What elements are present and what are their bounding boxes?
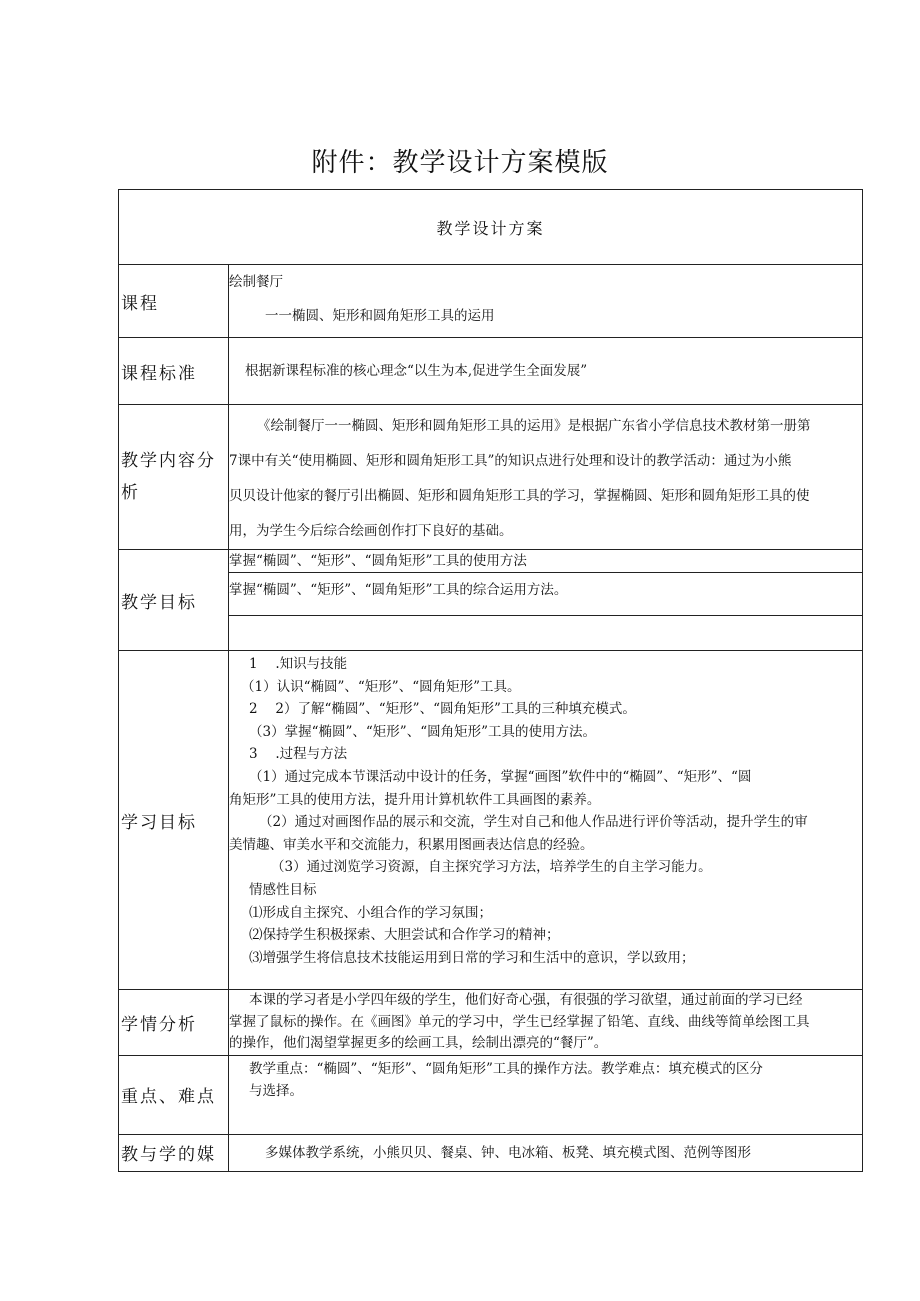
learning-line: 1 .知识与技能 [249,656,348,672]
content-analysis-label: 教学内容分析 [119,405,229,550]
standard-row [119,338,863,405]
course-row [119,265,863,338]
lesson-plan-table [118,189,863,1172]
learning-line: （2）通过对画图作品的展示和交流，学生对自己和他人作品进行评价等活动，提升学生的审 [259,814,808,831]
learner-line: 的操作，他们渴望掌握更多的绘画工具，绘制出漂亮的“餐厅”。 [229,1035,608,1051]
learner-line: 掌握了鼠标的操作。在《画图》单元的学习中，学生已经掌握了铅笔、直线、曲线等简单绘图工具 [229,1013,810,1030]
key-points-label: 重点、难点 [119,1055,229,1134]
learning-line: ⑵保持学生积极探索、大胆尝试和合作学习的精神； [249,927,560,944]
course-line2: 一一椭圆、矩形和圆角矩形工具的运用 [265,308,495,324]
teaching-goal-item [229,616,863,651]
key-points-line: 与选择。 [249,1082,303,1099]
course-line1: 绘制餐厅 [229,274,283,290]
content-line: 《绘制餐厅一一椭圆、矩形和圆角矩形工具的运用》是根据广东省小学信息技术教材第一册第 [257,418,811,434]
learner-analysis-content [229,990,863,1056]
content-analysis-row [119,405,863,550]
content-line: 贝贝设计他家的餐厅引出椭圆、矩形和圆角矩形工具的学习，掌握椭圆、矩形和圆角矩形工具的使 [229,488,810,504]
learner-line: 本课的学习者是小学四年级的学生，他们好奇心强，有很强的学习欲望，通过前面的学习已经 [249,992,803,1008]
learning-line: 情感性目标 [249,881,317,898]
teaching-goal-item: 掌握“椭圆”、“矩形”、“圆角矩形”工具的使用方法 [229,550,863,573]
learning-line: （3）掌握“椭圆”、“矩形”、“圆角矩形”工具的使用方法。 [249,723,596,740]
content-line: 7课中有关“使用椭圆、矩形和圆角矩形工具”的知识点进行处理和设计的教学活动：通过为小熊 [229,453,792,469]
learning-line: 3 .过程与方法 [249,746,348,763]
learner-analysis-label: 学情分析 [119,990,229,1056]
table-header-row [119,190,863,265]
table-header: 教学设计方案 [119,190,863,265]
learning-line: （1）通过完成本节课活动中设计的任务，掌握“画图”软件中的“椭圆”、“矩形”、“圆 [249,768,752,785]
content-line: 用，为学生今后综合绘画创作打下良好的基础。 [229,523,513,539]
learning-line: 2 2）了解“椭圆”、“矩形”、“圆角矩形”工具的三种填充模式。 [249,701,636,718]
learning-line: 美情趣、审美水平和交流能力，积累用图画表达信息的经验。 [229,836,594,853]
key-points-row [119,1055,863,1134]
standard-content: 根据新课程标准的核心理念“以生为本,促进学生全面发展” [229,338,863,405]
teaching-goal-row-2 [119,573,863,616]
key-points-line: 教学重点：“椭圆”、“矩形”、“圆角矩形”工具的操作方法。教学难点：填充模式的区分 [249,1060,763,1077]
media-label: 教与学的媒 [119,1134,229,1171]
course-label: 课程 [119,265,229,338]
teaching-goal-row-3 [119,616,863,651]
teaching-goal-item: 掌握“椭圆”、“矩形”、“圆角矩形”工具的综合运用方法。 [229,573,863,616]
learning-goal-label: 学习目标 [119,651,229,990]
media-row [119,1134,863,1171]
media-content: 多媒体教学系统，小熊贝贝、餐桌、钟、电冰箱、板凳、填充模式图、范例等图形 [229,1134,863,1171]
learning-line: ⑶增强学生将信息技术技能运用到日常的学习和生活中的意识，学以致用； [249,949,695,966]
learning-goal-content [229,651,863,990]
content-analysis-content [229,405,863,550]
standard-label: 课程标准 [119,338,229,405]
learner-analysis-row [119,990,863,1056]
teaching-goal-row-1 [119,550,863,573]
course-content [229,265,863,338]
document-title: 附件：教学设计方案模版 [311,148,609,178]
learning-line: 角矩形”工具的使用方法，提升用计算机软件工具画图的素养。 [229,791,601,808]
teaching-goal-label: 教学目标 [119,550,229,651]
learning-line: ⑴形成自主探究、小组合作的学习氛围； [249,904,492,921]
learning-goal-row [119,651,863,990]
learning-line: （1）认识“椭圆”、“矩形”、“圆角矩形”工具。 [241,678,521,695]
learning-line: （3）通过浏览学习资源，自主探究学习方法，培养学生的自主学习能力。 [271,859,712,876]
key-points-content [229,1055,863,1134]
